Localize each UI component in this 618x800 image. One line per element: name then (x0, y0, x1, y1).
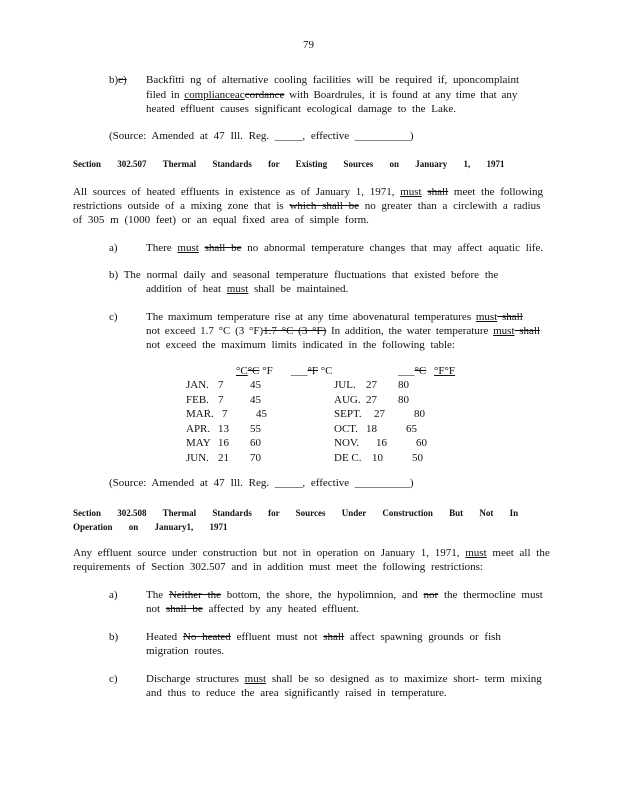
source-note-1: (Source: Amended at 47 Ill. Reg. _____, effective __________) (109, 130, 414, 142)
s508-b-line1: Heated No heated effluent must not shall affect spawning grounds or fish (146, 631, 501, 643)
s508-c-label: c) (109, 673, 118, 685)
table-cell-c: 16 (218, 437, 229, 450)
s508-b-label: b) (109, 631, 119, 643)
s507-c-line1: The maximum temperature rise at any time abovenatural temperatures must shall (146, 311, 523, 323)
table-cell-f: 80 (398, 379, 409, 391)
section-507-heading: Section 302.507 Thermal Standards for Existing Sources on January 1, 1971 (73, 159, 505, 169)
section-508-heading-line1: Section 302.508 Thermal Standards for Sources Under Construction But Not In (73, 508, 519, 518)
table-cell-month: NOV. (334, 437, 360, 450)
table-cell-f: 45 (250, 379, 261, 391)
s507-para-line2: restrictions outside of a mixing zone that is which shall be no greater than a circlewith a radius (73, 200, 541, 212)
table-cell-month: MAR. (186, 408, 214, 421)
table-header-mid: ___°F °C (291, 365, 333, 377)
s508-a-line1: The Neither the bottom, the shore, the hypolimnion, and nor the thermocline must (146, 589, 543, 601)
table-cell-f: 65 (406, 422, 417, 435)
s507-para-line1: All sources of heated effluents in existence as of January 1, 1971, must shall meet the following (73, 186, 543, 198)
s508-c-line2: and thus to reduce the area significantly raised in temperature. (146, 687, 447, 699)
item-b-line2: filed in complianceaccordance with Boardrules, it is found at any time that any (146, 89, 518, 101)
table-cell-month: DE C. (334, 452, 362, 464)
s507-a-text: There must shall be no abnormal temperature changes that may affect aquatic life. (146, 242, 544, 254)
table-cell-c: 27 (374, 408, 385, 421)
s508-a-label: a) (109, 589, 118, 601)
table-cell-f: 45 (256, 408, 267, 421)
table-cell-f: 60 (250, 437, 261, 450)
s507-c-label: c) (109, 311, 118, 323)
table-cell-month: JAN. (186, 379, 209, 391)
table-header-right-f: °F°F (434, 365, 456, 377)
s508-para-line2: requirements of Section 302.507 and in addition must meet the following restrictions: (73, 561, 483, 573)
s507-para-line3: of 305 m (1000 feet) or an equal fixed area of simple form. (73, 214, 369, 226)
table-cell-f: 80 (414, 408, 425, 421)
s508-c-line1: Discharge structures must shall be so designed as to maximize short- term mixing (146, 673, 542, 685)
table-cell-c: 10 (372, 452, 383, 464)
table-cell-c: 16 (376, 437, 387, 450)
item-b-label: b)c) (109, 74, 127, 86)
table-cell-month: AUG. (334, 393, 361, 406)
table-cell-month: APR. (186, 422, 211, 435)
table-cell-c: 13 (218, 422, 229, 435)
table-cell-month: FEB. (186, 393, 209, 406)
table-cell-month: OCT. (334, 422, 358, 435)
table-cell-f: 70 (250, 452, 261, 464)
page-number: 79 (303, 39, 314, 51)
table-cell-c: 18 (366, 422, 377, 435)
s508-a-line2: not shall be affected by any heated effluent. (146, 603, 360, 615)
source-note-2: (Source: Amended at 47 Ill. Reg. _____, effective __________) (109, 477, 414, 489)
table-cell-f: 50 (412, 452, 423, 464)
table-cell-c: 7 (218, 393, 224, 406)
table-cell-c: 7 (218, 379, 224, 391)
table-cell-month: JUN. (186, 452, 209, 464)
section-508-heading-line2: Operation on January1, 1971 (73, 522, 228, 532)
table-header-left: °C°C °F (236, 365, 273, 377)
table-cell-f: 45 (250, 393, 261, 406)
table-header-right: ___°C (398, 365, 427, 377)
table-cell-month: SEPT. (334, 408, 362, 421)
table-cell-f: 55 (250, 422, 261, 435)
item-b-line3: heated effluent causes significant ecological damage to the Lake. (146, 103, 456, 115)
item-b-line1: Backfitti ng of alternative cooling facilities will be required if, uponcomplaint (146, 74, 520, 86)
table-cell-f: 60 (416, 437, 427, 450)
s507-b-line1: b) The normal daily and seasonal temperature fluctuations that existed before the (109, 269, 499, 281)
table-cell-c: 7 (222, 408, 228, 421)
s507-b-line2: addition of heat must shall be maintained. (146, 283, 349, 295)
s508-para-line1: Any effluent source under construction but not in operation on January 1, 1971, must meet all the (73, 547, 550, 559)
table-cell-c: 27 (366, 379, 377, 391)
table-cell-f: 80 (398, 393, 409, 406)
s507-a-label: a) (109, 242, 118, 254)
s508-b-line2: migration routes. (146, 645, 225, 657)
table-cell-c: 21 (218, 452, 229, 464)
table-cell-c: 27 (366, 393, 377, 406)
table-cell-month: MAY (186, 437, 211, 450)
s507-c-line3: not exceed the maximum limits indicated in the following table: (146, 339, 455, 351)
table-cell-month: JUL. (334, 379, 356, 391)
s507-c-line2: not exceed 1.7 °C (3 °F)1.7 °C (3 °F) In addition, the water temperature must shall (146, 325, 541, 337)
